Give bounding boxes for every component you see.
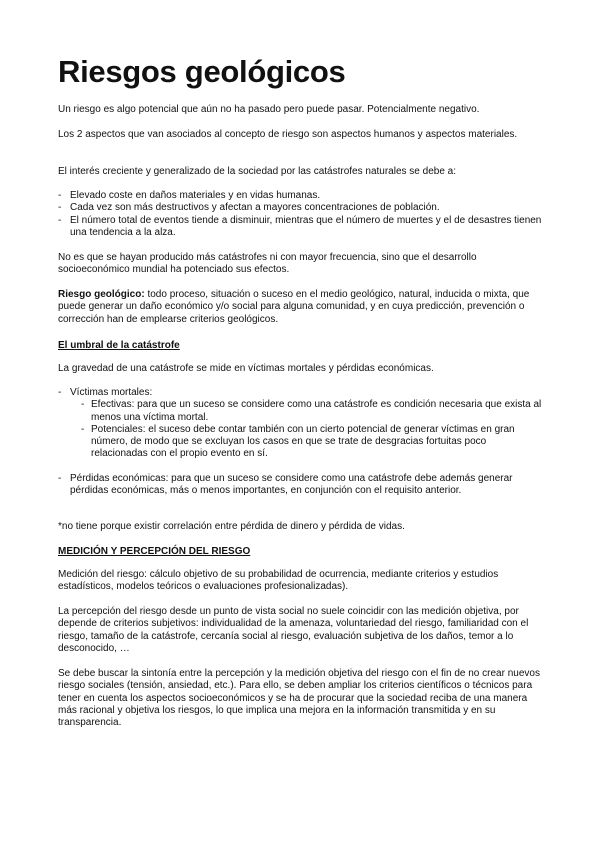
section-heading-medicion: MEDICIÓN Y PERCEPCIÓN DEL RIESGO bbox=[58, 546, 251, 557]
section-heading-umbral: El umbral de la catástrofe bbox=[58, 340, 180, 351]
list-item: - El número total de eventos tiende a disminuir, mientras que el número de muertes y el de desastres tienen una tendencia a la alza. bbox=[58, 215, 544, 240]
umbral-list bbox=[58, 387, 544, 461]
list-item: - Potenciales: el suceso debe contar también con un cierto potencial de generar víctimas en gran número, de modo que se excluyan los casos en que se trate de desgracias fortuitas poco relacionadas con el propio evento en sí. bbox=[70, 424, 544, 461]
list-item: - Elevado coste en daños materiales y en vidas humanas. bbox=[58, 190, 544, 202]
list-item-victimas bbox=[58, 387, 544, 461]
victimas-label: Víctimas mortales: bbox=[70, 387, 153, 398]
medicion-paragraph-1: Medición del riesgo: cálculo objetivo de su probabilidad de ocurrencia, mediante criterios y estudios estadísticos, modelos teóricos o evaluaciones profesionalizadas). bbox=[58, 569, 499, 593]
page-title: Riesgos geológicos bbox=[58, 54, 346, 89]
definition-term: Riesgo geológico: bbox=[58, 289, 145, 300]
medicion-paragraph-3: Se debe buscar la sintonía entre la percepción y la medición objetiva del riesgo con el fin de no crear nuevos riesgo sociales (tensión, ansiedad, etc.). Para ello, se deben ampliar los criterios científicos o técnicos para tener en cuenta los aspectos socioeconómicos y se ha de procurar que la sociedad reciba de una manera más racional y objetiva los riesgos, lo que implica una mejora en la información transmitida y en su transparencia. bbox=[58, 668, 540, 729]
intro-paragraph-2: Los 2 aspectos que van asociados al concepto de riesgo son aspectos humanos y aspectos materiales. bbox=[58, 129, 518, 140]
list-item: - Cada vez son más destructivos y afectan a mayores concentraciones de población. bbox=[58, 202, 544, 214]
list-item-perdidas: - Pérdidas económicas: para que un suceso se considere como una catástrofe debe además generar pérdidas económicas, más o menos importantes, en conjunción con el requisito anterior. bbox=[58, 473, 544, 498]
definition-text: todo proceso, situación o suceso en el medio geológico, natural, inducida o mixta, que puede generar un daño económico y/o social para alguna comunidad, y en cuya predicción, prevención o corrección han de emplearse criterios geológicos. bbox=[58, 289, 530, 325]
perdidas-list bbox=[58, 473, 544, 498]
intro-paragraph-4: No es que se hayan producido más catástrofes ni con mayor frecuencia, sino que el desarrollo socioeconómico mundial ha potenciado sus efectos. bbox=[58, 252, 477, 276]
umbral-note: *no tiene porque existir correlación entre pérdida de dinero y pérdida de vidas. bbox=[58, 521, 405, 532]
intro-paragraph-3: El interés creciente y generalizado de la sociedad por las catástrofes naturales se debe a: bbox=[58, 166, 457, 177]
intro-paragraph-1: Un riesgo es algo potencial que aún no ha pasado pero puede pasar. Potencialmente negativo. bbox=[58, 104, 480, 115]
umbral-paragraph-1: La gravedad de una catástrofe se mide en víctimas mortales y pérdidas económicas. bbox=[58, 363, 434, 374]
medicion-paragraph-2: La percepción del riesgo desde un punto de vista social no suele coincidir con las medición objetiva, por depende de criterios subjetivos: individualidad de la amenaza, voluntariedad del riesgo, familiaridad con el riesgo, tamaño de la catástrofe, cercanía social al riesgo, evaluación subjetiva de los daños, temor a lo desconocido, … bbox=[58, 606, 529, 654]
victimas-sublist bbox=[70, 399, 544, 460]
definition-paragraph bbox=[58, 289, 544, 326]
reasons-list bbox=[58, 190, 544, 239]
list-item: - Efectivas: para que un suceso se considere como una catástrofe es condición necesaria que exista al menos una víctima mortal. bbox=[70, 399, 544, 424]
